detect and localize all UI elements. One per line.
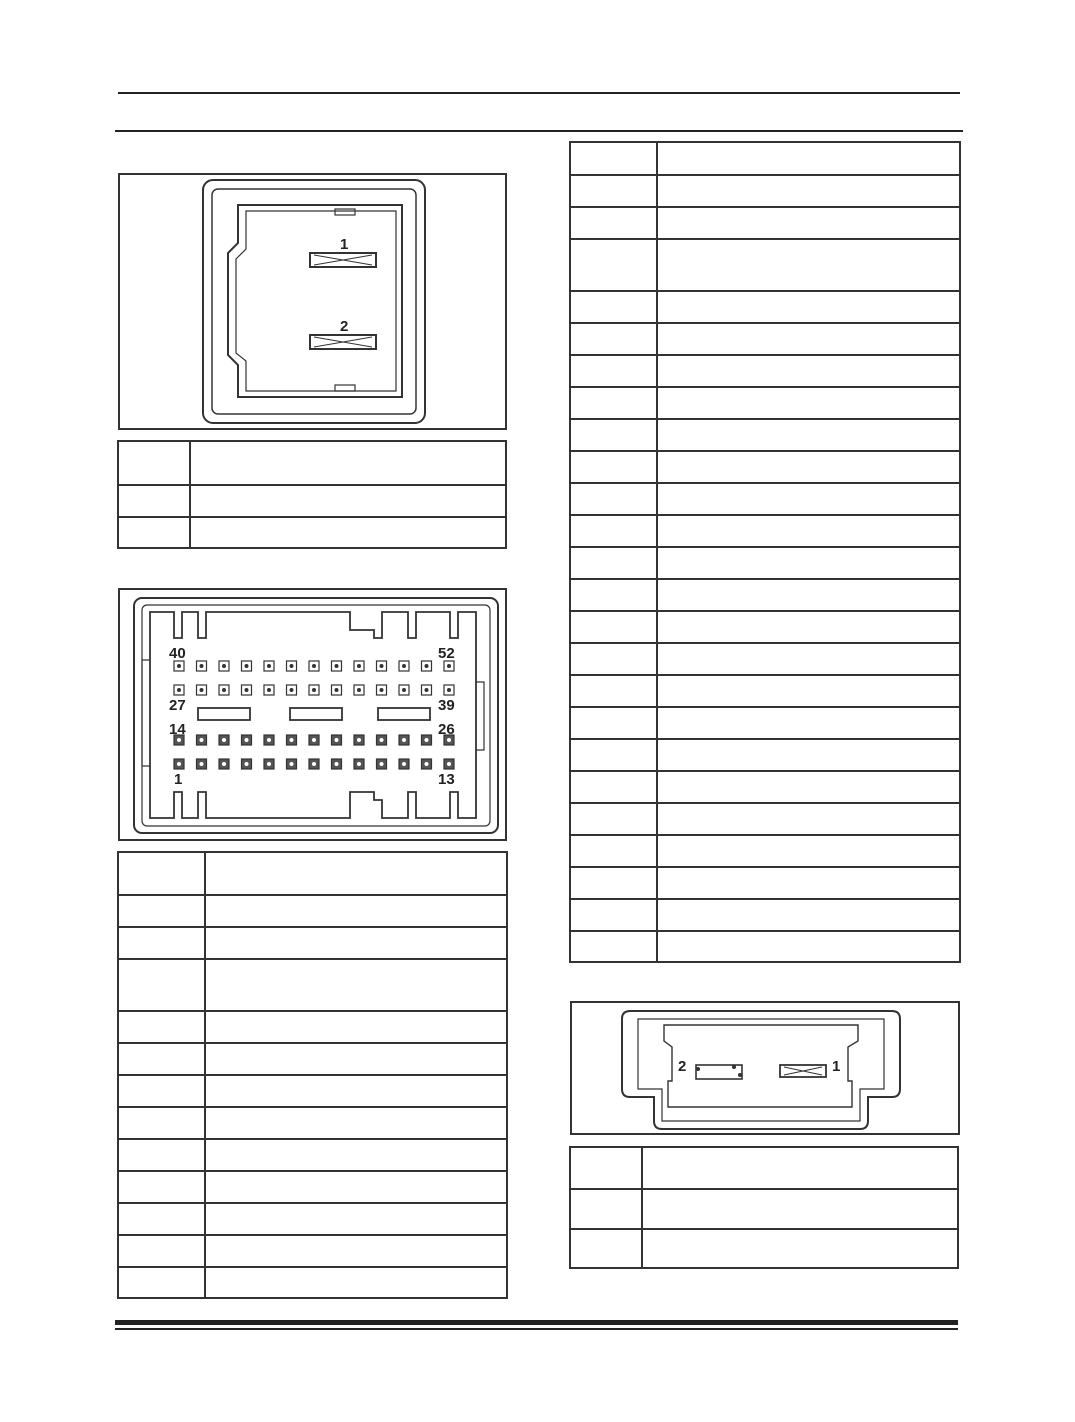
- pin-contact: [245, 688, 249, 692]
- table-row: [570, 239, 960, 291]
- table-row: [118, 1171, 507, 1203]
- table-row: [570, 1189, 958, 1229]
- table-row: [570, 483, 960, 515]
- table-row: [570, 355, 960, 387]
- table-cell: [570, 419, 657, 451]
- table-cell: [570, 207, 657, 239]
- pin-contact: [357, 738, 361, 742]
- table-cell: [570, 239, 657, 291]
- table-cell: [118, 1267, 205, 1298]
- connector-a-table: [117, 440, 507, 549]
- pin-contact: [380, 738, 384, 742]
- connector-b-pin-grid: [174, 661, 454, 769]
- connector-b-label-40: 40: [169, 645, 186, 662]
- table-cell: [205, 1011, 507, 1043]
- pin-contact: [222, 738, 226, 742]
- table-row: [570, 675, 960, 707]
- pin-contact: [335, 762, 339, 766]
- header-rule-bottom: [115, 130, 963, 132]
- table-cell: [657, 867, 960, 899]
- pin-contact: [447, 664, 451, 668]
- table-cell: [570, 451, 657, 483]
- table-cell: [570, 355, 657, 387]
- table-cell: [570, 675, 657, 707]
- table-cell: [118, 852, 205, 895]
- table-cell: [570, 803, 657, 835]
- pin-contact: [222, 664, 226, 668]
- table-cell: [205, 1107, 507, 1139]
- table-row: [570, 643, 960, 675]
- right-pin-table: [569, 141, 961, 963]
- table-cell: [657, 643, 960, 675]
- pin-contact: [290, 762, 294, 766]
- table-cell: [570, 707, 657, 739]
- table-cell: [205, 959, 507, 1011]
- table-cell: [570, 867, 657, 899]
- table-cell: [657, 707, 960, 739]
- table-row: [570, 175, 960, 207]
- table-row: [570, 899, 960, 931]
- table-row: [118, 517, 506, 548]
- table-row: [118, 927, 507, 959]
- pin-contact: [425, 664, 429, 668]
- table-row: [118, 1235, 507, 1267]
- table-cell: [570, 175, 657, 207]
- table-cell: [118, 1107, 205, 1139]
- connector-b-label-27: 27: [169, 697, 186, 714]
- table-cell: [205, 1043, 507, 1075]
- pin-contact: [357, 664, 361, 668]
- pin-contact: [177, 738, 181, 742]
- table-cell: [657, 771, 960, 803]
- table-row: [118, 959, 507, 1011]
- pin-contact: [447, 762, 451, 766]
- table-row: [118, 1139, 507, 1171]
- table-row: [570, 451, 960, 483]
- pin-contact: [402, 688, 406, 692]
- pin-contact: [447, 738, 451, 742]
- table-row: [570, 803, 960, 835]
- table-row: [570, 771, 960, 803]
- table-cell: [570, 835, 657, 867]
- pin-contact: [245, 738, 249, 742]
- table-row: [570, 419, 960, 451]
- table-cell: [570, 611, 657, 643]
- table-cell: [657, 547, 960, 579]
- table-cell: [657, 483, 960, 515]
- table-cell: [657, 291, 960, 323]
- connector-b-label-52: 52: [438, 645, 455, 662]
- table-row: [118, 1043, 507, 1075]
- pin-contact: [312, 762, 316, 766]
- table-cell: [205, 852, 507, 895]
- table-cell: [205, 1267, 507, 1298]
- pin-contact: [177, 664, 181, 668]
- table-row: [570, 739, 960, 771]
- pin-contact: [402, 738, 406, 742]
- table-cell: [657, 355, 960, 387]
- pin-contact: [267, 738, 271, 742]
- table-row: [570, 142, 960, 175]
- table-row: [570, 323, 960, 355]
- connector-b-drawing: [120, 590, 509, 843]
- table-cell: [118, 1043, 205, 1075]
- table-cell: [657, 579, 960, 611]
- table-cell: [657, 419, 960, 451]
- table-cell: [657, 323, 960, 355]
- pin-contact: [290, 688, 294, 692]
- pin-contact: [380, 762, 384, 766]
- connector-a-drawing: [120, 175, 509, 432]
- table-cell: [205, 1139, 507, 1171]
- table-cell: [570, 1229, 642, 1268]
- table-cell: [570, 899, 657, 931]
- connector-b-label-39: 39: [438, 697, 455, 714]
- table-cell: [657, 387, 960, 419]
- table-cell: [118, 1203, 205, 1235]
- table-cell: [118, 927, 205, 959]
- table-row: [118, 1075, 507, 1107]
- pin-contact: [290, 738, 294, 742]
- connector-a-pin-1-label: 1: [340, 236, 349, 253]
- table-cell: [118, 1171, 205, 1203]
- pin-contact: [425, 688, 429, 692]
- table-cell: [657, 239, 960, 291]
- pin-contact: [245, 762, 249, 766]
- connector-b-label-1: 1: [174, 771, 183, 788]
- pin-contact: [222, 762, 226, 766]
- table-cell: [570, 291, 657, 323]
- pin-contact: [290, 664, 294, 668]
- connector-c-pin-1-label: 1: [832, 1058, 841, 1075]
- table-cell: [118, 441, 190, 485]
- pin-contact: [222, 688, 226, 692]
- table-row: [570, 387, 960, 419]
- pin-contact: [267, 664, 271, 668]
- table-cell: [190, 517, 506, 548]
- table-cell: [570, 1189, 642, 1229]
- table-cell: [642, 1189, 958, 1229]
- table-cell: [118, 959, 205, 1011]
- pin-contact: [335, 738, 339, 742]
- table-row: [570, 867, 960, 899]
- table-row: [118, 1011, 507, 1043]
- pin-contact: [447, 688, 451, 692]
- pin-contact: [200, 688, 204, 692]
- table-cell: [118, 1139, 205, 1171]
- pin-contact: [425, 762, 429, 766]
- table-row: [570, 515, 960, 547]
- connector-b-label-14: 14: [169, 721, 186, 738]
- pin-contact: [335, 688, 339, 692]
- pin-contact: [245, 664, 249, 668]
- table-cell: [570, 771, 657, 803]
- pin-contact: [267, 762, 271, 766]
- pin-contact: [357, 688, 361, 692]
- table-cell: [570, 1147, 642, 1189]
- table-row: [570, 291, 960, 323]
- table-cell: [205, 895, 507, 927]
- table-cell: [118, 895, 205, 927]
- table-cell: [118, 485, 190, 517]
- table-cell: [657, 675, 960, 707]
- connector-b-diagram: [118, 588, 507, 841]
- table-cell: [657, 899, 960, 931]
- table-cell: [118, 1075, 205, 1107]
- connector-c-diagram: [570, 1001, 960, 1135]
- table-cell: [570, 931, 657, 962]
- table-cell: [570, 579, 657, 611]
- table-cell: [205, 1171, 507, 1203]
- pin-contact: [402, 762, 406, 766]
- pin-contact: [312, 664, 316, 668]
- pin-contact: [312, 688, 316, 692]
- table-cell: [657, 835, 960, 867]
- connector-c-table: [569, 1146, 959, 1269]
- connector-b-label-13: 13: [438, 771, 455, 788]
- pin-contact: [200, 762, 204, 766]
- table-cell: [657, 803, 960, 835]
- table-cell: [118, 517, 190, 548]
- table-row: [570, 547, 960, 579]
- table-cell: [570, 739, 657, 771]
- table-cell: [570, 547, 657, 579]
- table-cell: [657, 451, 960, 483]
- table-row: [570, 579, 960, 611]
- pin-contact: [380, 664, 384, 668]
- table-row: [570, 707, 960, 739]
- table-cell: [205, 927, 507, 959]
- table-row: [118, 852, 507, 895]
- table-cell: [205, 1203, 507, 1235]
- table-cell: [657, 931, 960, 962]
- pin-contact: [200, 738, 204, 742]
- pin-contact: [177, 688, 181, 692]
- table-cell: [657, 611, 960, 643]
- table-cell: [657, 175, 960, 207]
- table-row: [570, 1147, 958, 1189]
- connector-c-pin-2-label: 2: [678, 1058, 687, 1075]
- pin-contact: [380, 688, 384, 692]
- pin-contact: [177, 762, 181, 766]
- table-cell: [205, 1235, 507, 1267]
- connector-c-drawing: [572, 1003, 962, 1137]
- table-row: [118, 1203, 507, 1235]
- pin-contact: [267, 688, 271, 692]
- table-cell: [118, 1235, 205, 1267]
- table-cell: [570, 323, 657, 355]
- table-cell: [205, 1075, 507, 1107]
- table-row: [118, 895, 507, 927]
- table-cell: [570, 142, 657, 175]
- pin-contact: [402, 664, 406, 668]
- table-row: [118, 1107, 507, 1139]
- connector-b-label-26: 26: [438, 721, 455, 738]
- table-row: [118, 1267, 507, 1298]
- table-cell: [570, 483, 657, 515]
- table-row: [570, 1229, 958, 1268]
- connector-b-table: [117, 851, 508, 1299]
- connector-a-pin-2-label: 2: [340, 318, 349, 335]
- table-cell: [657, 515, 960, 547]
- table-cell: [190, 485, 506, 517]
- table-row: [118, 485, 506, 517]
- connector-a-diagram: [118, 173, 507, 430]
- table-row: [118, 441, 506, 485]
- table-cell: [657, 207, 960, 239]
- pin-contact: [425, 738, 429, 742]
- table-row: [570, 931, 960, 962]
- table-cell: [570, 515, 657, 547]
- pin-contact: [312, 738, 316, 742]
- pin-contact: [200, 664, 204, 668]
- table-cell: [570, 387, 657, 419]
- table-cell: [657, 739, 960, 771]
- table-row: [570, 835, 960, 867]
- table-cell: [570, 643, 657, 675]
- table-cell: [118, 1011, 205, 1043]
- table-cell: [642, 1147, 958, 1189]
- pin-contact: [335, 664, 339, 668]
- header-rule-top: [118, 92, 960, 94]
- table-cell: [657, 142, 960, 175]
- footer-rule-thin: [115, 1328, 958, 1330]
- table-row: [570, 207, 960, 239]
- table-row: [570, 611, 960, 643]
- pin-contact: [357, 762, 361, 766]
- table-cell: [642, 1229, 958, 1268]
- footer-rule-thick: [115, 1320, 958, 1325]
- table-cell: [190, 441, 506, 485]
